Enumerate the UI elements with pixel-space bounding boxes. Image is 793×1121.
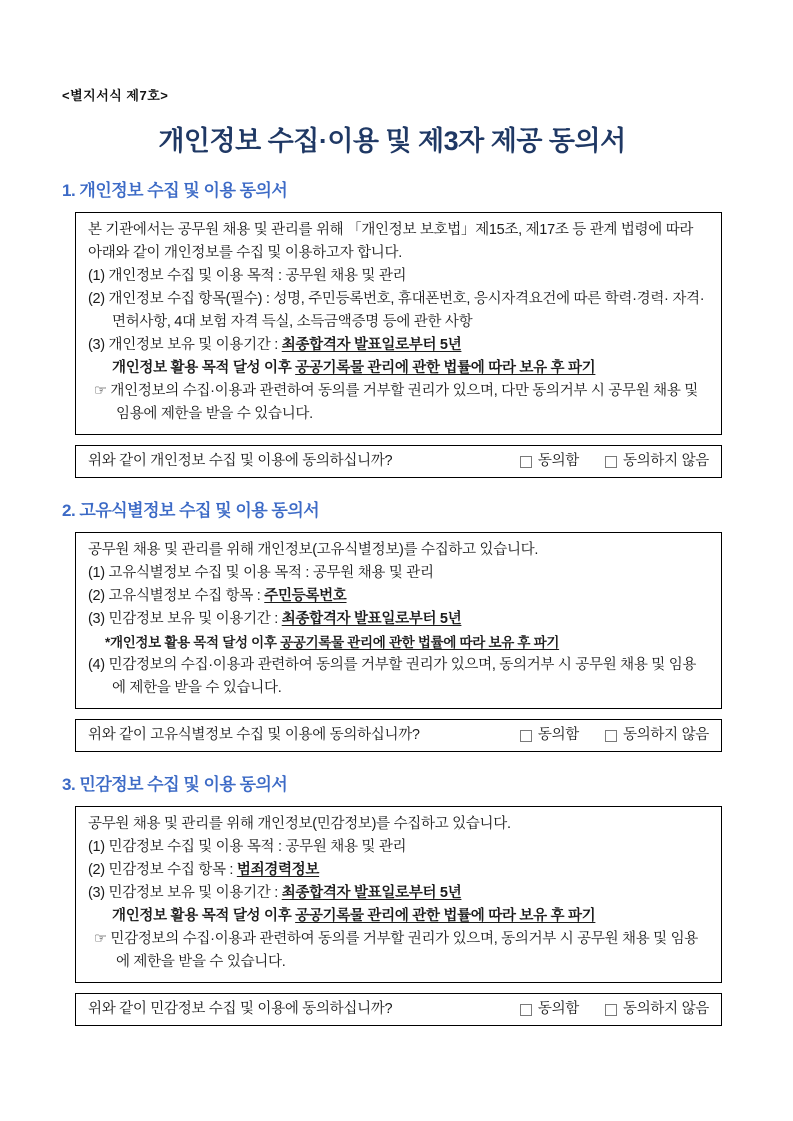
- text-segment: (2) 민감정보 수집 항목 :: [88, 862, 237, 878]
- text-segment: ☞ 개인정보의 수집·이용과 관련하여 동의를 거부할 권리가 있으며, 다만 동의거부 시 공무원 채용 및 임용에 제한을 받을 수 있습니다.: [94, 383, 698, 422]
- text-segment: 최종합격자 발표일로부터 5년: [281, 337, 462, 353]
- text-line: [88, 585, 709, 608]
- section-3-consent-row: [75, 993, 722, 1026]
- text-line: [88, 813, 709, 836]
- text-segment: 공공기록물 관리에 관한 법률에 따라 보유 후 파기: [280, 635, 560, 650]
- section-1-disagree-label: 동의하지 않음: [623, 453, 709, 469]
- text-segment: (3) 민감정보 보유 및 이용기간 :: [88, 611, 282, 627]
- section-3-agree-checkbox[interactable]: [520, 1004, 532, 1016]
- section-2-agree-option: [520, 724, 579, 747]
- text-segment: (4) 민감정보의 수집·이용과 관련하여 동의를 거부할 권리가 있으며, 동의거부 시 공무원 채용 및 임용에 제한을 받을 수 있습니다.: [88, 657, 697, 696]
- section-personal-info-consent: [62, 179, 722, 478]
- section-1-agree-checkbox[interactable]: [520, 456, 532, 468]
- section-unique-id-consent: [62, 499, 722, 752]
- section-3-info-box: [75, 806, 722, 983]
- section-3-heading: 3. 민감정보 수집 및 이용 동의서: [62, 775, 288, 794]
- text-line: [88, 836, 709, 859]
- section-1-consent-question: 위와 같이 개인정보 수집 및 이용에 동의하십니까?: [88, 453, 393, 469]
- section-2-consent-question: 위와 같이 고유식별정보 수집 및 이용에 동의하십니까?: [88, 727, 420, 743]
- text-line: [112, 905, 709, 928]
- text-segment: 주민등록번호: [264, 588, 347, 604]
- section-2-disagree-option: [605, 724, 709, 747]
- text-line: [112, 357, 709, 380]
- section-2-agree-label: 동의함: [537, 727, 580, 743]
- section-sensitive-info-consent: [62, 773, 722, 1026]
- section-2-disagree-label: 동의하지 않음: [623, 727, 709, 743]
- section-1-heading: 1. 개인정보 수집 및 이용 동의서: [62, 181, 288, 200]
- text-line: [88, 219, 709, 265]
- text-segment: 공무원 채용 및 관리를 위해 개인정보(고유식별정보)를 수집하고 있습니다.: [88, 542, 539, 558]
- section-2-agree-checkbox[interactable]: [520, 730, 532, 742]
- text-segment: 범죄경력정보: [236, 862, 320, 878]
- text-line: [88, 334, 709, 357]
- form-number-label: <별지서식 제7호>: [62, 88, 169, 103]
- text-segment: (2) 개인정보 수집 항목(필수) : 성명, 주민등록번호, 휴대폰번호, 응시자격요건에 따른 학력·경력· 자격·면허사항, 4대 보험 자격 득실, 소득금액증명 등에 관한 사항: [88, 291, 705, 330]
- text-segment: (2) 고유식별정보 수집 항목 :: [88, 588, 265, 604]
- text-line: [88, 288, 709, 334]
- text-segment: 본 기관에서는 공무원 채용 및 관리를 위해 「개인정보 보호법」제15조, 제17조 등 관계 법령에 따라 아래와 같이 개인정보를 수집 및 이용하고자 합니다.: [88, 222, 694, 261]
- section-3-disagree-option: [605, 998, 709, 1021]
- text-segment: ☞ 민감정보의 수집·이용과 관련하여 동의를 거부할 권리가 있으며, 동의거부 시 공무원 채용 및 임용에 제한을 받을 수 있습니다.: [94, 931, 698, 970]
- text-line: [88, 859, 709, 882]
- text-segment: 최종합격자 발표일로부터 5년: [281, 885, 462, 901]
- text-segment: 개인정보 활용 목적 달성 이후: [112, 360, 296, 376]
- section-3-agree-option: [520, 998, 579, 1021]
- section-1-agree-option: [520, 450, 579, 473]
- section-1-consent-row: [75, 445, 722, 478]
- section-3-agree-label: 동의함: [537, 1001, 580, 1017]
- section-1-disagree-checkbox[interactable]: [605, 456, 617, 468]
- section-2-heading: 2. 고유식별정보 수집 및 이용 동의서: [62, 501, 320, 520]
- text-segment: 최종합격자 발표일로부터 5년: [281, 611, 462, 627]
- text-segment: 공공기록물 관리에 관한 법률에 따라 보유 후 파기: [295, 908, 596, 924]
- text-segment: (1) 개인정보 수집 및 이용 목적 : 공무원 채용 및 관리: [88, 268, 407, 284]
- text-line: [105, 631, 709, 654]
- text-line: [94, 380, 709, 426]
- text-segment: 공무원 채용 및 관리를 위해 개인정보(민감정보)를 수집하고 있습니다.: [88, 816, 511, 832]
- text-line: [88, 562, 709, 585]
- section-2-info-box: [75, 532, 722, 709]
- text-segment: 개인정보 활용 목적 달성 이후: [112, 908, 296, 924]
- text-segment: (3) 민감정보 보유 및 이용기간 :: [88, 885, 282, 901]
- section-2-disagree-checkbox[interactable]: [605, 730, 617, 742]
- section-1-disagree-option: [605, 450, 709, 473]
- text-line: [88, 882, 709, 905]
- text-segment: *개인정보 활용 목적 달성 이후: [105, 635, 281, 650]
- section-1-info-box: [75, 212, 722, 435]
- section-3-disagree-label: 동의하지 않음: [623, 1001, 709, 1017]
- section-1-agree-label: 동의함: [537, 453, 580, 469]
- text-segment: (3) 개인정보 보유 및 이용기간 :: [88, 337, 282, 353]
- text-segment: 공공기록물 관리에 관한 법률에 따라 보유 후 파기: [295, 360, 596, 376]
- section-2-consent-row: [75, 719, 722, 752]
- text-segment: (1) 고유식별정보 수집 및 이용 목적 : 공무원 채용 및 관리: [88, 565, 434, 581]
- text-line: [88, 539, 709, 562]
- text-line: [94, 928, 709, 974]
- text-line: [88, 265, 709, 288]
- section-3-disagree-checkbox[interactable]: [605, 1004, 617, 1016]
- page-title: 개인정보 수집·이용 및 제3자 제공 동의서: [158, 126, 626, 156]
- text-line: [88, 654, 709, 700]
- section-3-consent-question: 위와 같이 민감정보 수집 및 이용에 동의하십니까?: [88, 1001, 393, 1017]
- text-line: [88, 608, 709, 631]
- text-segment: (1) 민감정보 수집 및 이용 목적 : 공무원 채용 및 관리: [88, 839, 407, 855]
